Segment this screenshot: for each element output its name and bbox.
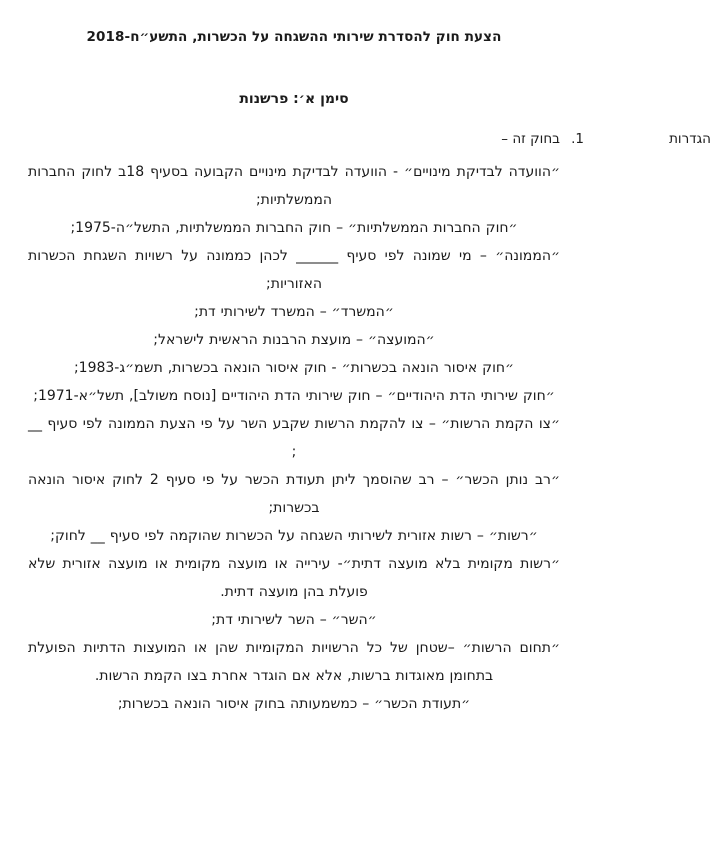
definition-paragraph: ״המועצה״ – מועצת הרבנות הראשית לישראל; — [153, 332, 435, 348]
definition-paragraph: ״תעודת הכשר״ – כמשמעותה בחוק איסור הונאה בכשרות; — [117, 696, 471, 712]
definition-paragraph: ״המשרד״ – המשרד לשירותי דת; — [194, 304, 394, 320]
definition-paragraph: ״תחום הרשות״ –שטחן של כל הרשויות המקומיות שהן או המועצות הדתיות הפועלת בתחומן מאוגדות ברשות, אלא אם הוגדר אחרת בצו הקמת הרשות. — [28, 640, 560, 684]
definition-paragraph: ״חוק החברות הממשלתיות״ – חוק החברות הממשלתיות, התשל״ה-1975; — [70, 220, 518, 236]
clause-number: 1. — [571, 131, 584, 147]
section-heading: סימן א׳: פרשנות — [239, 91, 349, 107]
definitions-block — [28, 158, 560, 718]
definition-paragraph: ״השר״ – השר לשירותי דת; — [211, 612, 377, 628]
definition-paragraph: ״רשות״ – רשות אזורית לשירותי השגחה על הכשרות שהוקמה לפי סעיף __ לחוק; — [50, 528, 538, 544]
definition-paragraph: ״חוק איסור הונאה בכשרות״ - חוק איסור הונאה בכשרות, תשמ״ג-1983; — [73, 360, 515, 376]
clause-side-note: הגדרות — [669, 131, 711, 147]
definition-paragraph: ״רשות מקומית בלא מועצה דתית״- עירייה או מועצה מקומית או מועצה אזורית שלא פועלת בהן מועצה דתית. — [28, 556, 560, 600]
document-title: הצעת חוק להסדרת שירותי ההשגחה על הכשרות, התשע״ח-2018 — [86, 29, 502, 45]
definition-paragraph: ״רב נותן הכשר״ – רב שהוסמך ליתן תעודת הכשר על פי סעיף 2 לחוק איסור הונאה בכשרות; — [28, 472, 560, 516]
definition-paragraph: ״חוק שירותי הדת היהודיים״ – חוק שירותי הדת היהודיים [נוסח משולב], תשל״א-1971; — [33, 388, 555, 404]
definition-paragraph: ״צו הקמת הרשות״ – צו להקמת הרשות שקבע השר על פי הצעת הממונה לפי סעיף __ ; — [28, 416, 560, 460]
definition-paragraph: ״הוועדה לבדיקת מינויים״ - הוועדה לבדיקת מינויים הקבועה בסעיף 18ב לחוק החברות הממשלתיות; — [28, 164, 561, 208]
clause-opening-text: בחוק זה – — [501, 131, 560, 147]
definition-paragraph: ״הממונה״ – מי שמונה לפי סעיף ______ לכהן כממונה על רשויות השגחת הכשרות האזוריות; — [28, 248, 560, 292]
